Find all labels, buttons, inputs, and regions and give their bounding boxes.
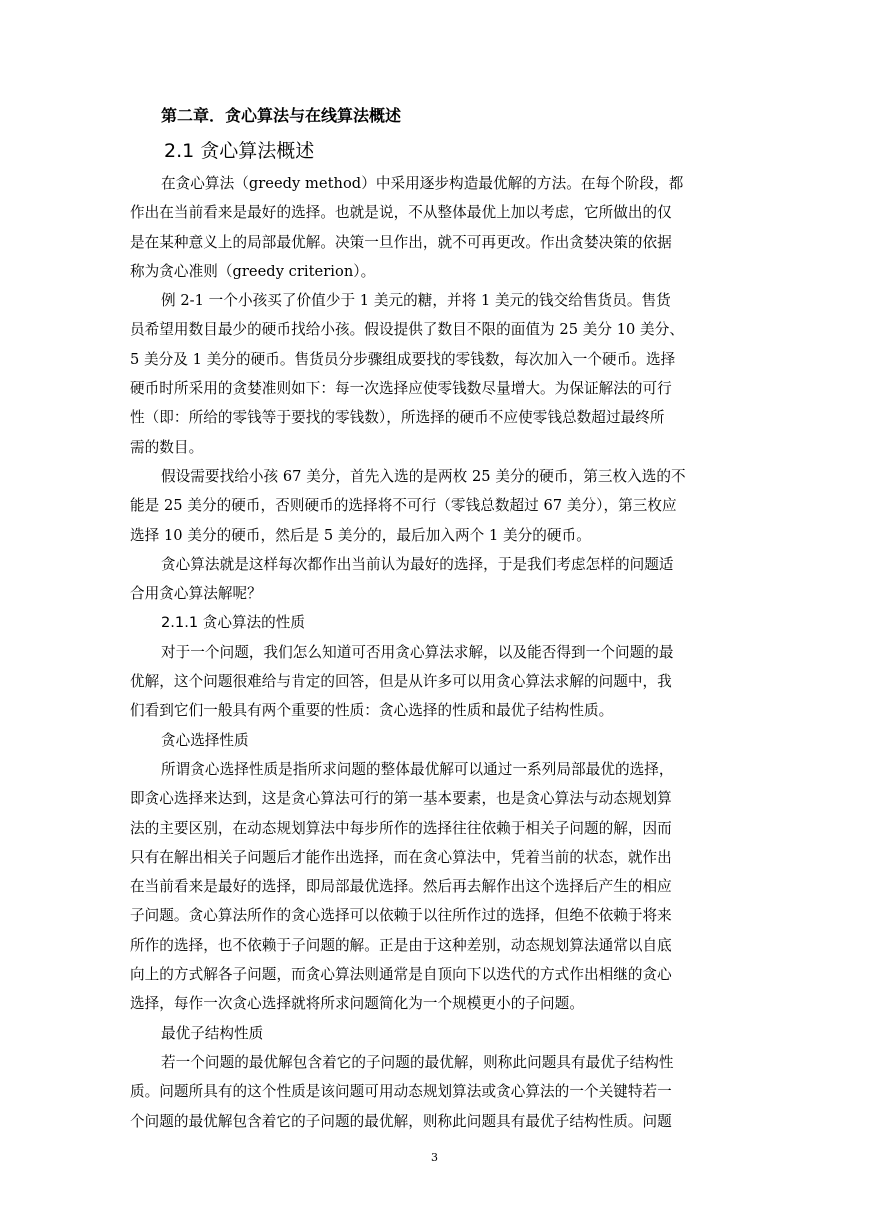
paragraph-67-cents [130, 462, 767, 550]
paragraph-line: 需的数目。 [130, 438, 204, 456]
paragraph-line: 作出在当前看来是最好的选择。也就是说，不从整体最优上加以考虑，它所做出的仅 [130, 204, 672, 222]
paragraph-line: 员希望用数目最少的硬币找给小孩。假设提供了数目不限的面值为 25 美分 10 美分、 [130, 321, 684, 339]
page-content [130, 100, 767, 1136]
paragraph-line: 选择 10 美分的硬币，然后是 5 美分的，最后加入两个 1 美分的硬币。 [130, 526, 591, 544]
paragraph-line: 在贪心算法（greedy method）中采用逐步构造最优解的方法。在每个阶段，都 [161, 175, 684, 192]
paragraph-line: 称为贪心准则（greedy criterion）。 [130, 262, 376, 280]
paragraph-line: 子问题。贪心算法所作的贪心选择可以依赖于以往所作过的选择，但绝不依赖于将来 [130, 907, 672, 925]
paragraph-line: 个问题的最优解包含着它的子问题的最优解，则称此问题具有最优子结构性质。问题 [130, 1112, 672, 1130]
paragraph-line: 所谓贪心选择性质是指所求问题的整体最优解可以通过一系列局部最优的选择， [161, 760, 674, 778]
chapter-title: 第二章．贪心算法与在线算法概述 [161, 106, 402, 125]
paragraph-greedy-intro [130, 169, 767, 286]
paragraph-line: 优解，这个问题很难给与肯定的回答，但是从许多可以用贪心算法求解的问题中，我 [130, 673, 672, 691]
paragraph-line: 5 美分及 1 美分的硬币。售货员分步骤组成要找的零钱数，每次加入一个硬币。选择 [130, 350, 676, 368]
paragraph-line: 例 2-1 一个小孩买了价值少于 1 美元的糖，并将 1 美元的钱交给售货员。售货 [161, 292, 671, 310]
paragraph-line: 只有在解出相关子问题后才能作出选择，而在贪心算法中，凭着当前的状态，就作出 [130, 848, 672, 866]
paragraph-line: 即贪心选择来达到，这是贪心算法可行的第一基本要素，也是贪心算法与动态规划算 [130, 790, 672, 808]
heading-greedy-choice: 贪心选择性质 [161, 731, 249, 749]
paragraph-line: 法的主要区别，在动态规划算法中每步所作的选择往往依赖于相关子问题的解，因而 [130, 819, 672, 837]
paragraph-line: 合用贪心算法解呢？ [130, 585, 262, 603]
paragraph-line: 们看到它们一般具有两个重要的性质：贪心选择的性质和最优子结构性质。 [130, 702, 614, 720]
paragraph-line: 假设需要找给小孩 67 美分，首先入选的是两枚 25 美分的硬币，第三枚入选的不 [161, 467, 686, 485]
paragraph-greedy-question [130, 550, 767, 609]
paragraph-line: 贪心算法就是这样每次都作出当前认为最好的选择，于是我们考虑怎样的问题适 [161, 555, 674, 573]
paragraph-example-2-1 [130, 286, 767, 462]
paragraph-line: 对于一个问题，我们怎么知道可否用贪心算法求解，以及能否得到一个问题的最 [161, 643, 674, 661]
subsection-title: 2.1.1 贪心算法的性质 [161, 614, 305, 632]
heading-optimal-substructure: 最优子结构性质 [161, 1024, 264, 1042]
paragraph-line: 若一个问题的最优解包含着它的子问题的最优解，则称此问题具有最优子结构性 [161, 1053, 674, 1071]
paragraph-line: 是在某种意义上的局部最优解。决策一旦作出，就不可再更改。作出贪婪决策的依据 [130, 233, 672, 251]
paragraph-line: 在当前看来是最好的选择，即局部最优选择。然后再去解作出这个选择后产生的相应 [130, 878, 672, 896]
paragraph-properties [130, 638, 767, 726]
paragraph-line: 向上的方式解各子问题，而贪心算法则通常是自顶向下以迭代的方式作出相继的贪心 [130, 966, 672, 984]
paragraph-line: 所作的选择，也不依赖于子问题的解。正是由于这种差别，动态规划算法通常以自底 [130, 936, 672, 954]
section-title: 2.1 贪心算法概述 [164, 140, 315, 162]
page-number: 3 [431, 1151, 438, 1164]
paragraph-line: 选择，每作一次贪心选择就将所求问题简化为一个规模更小的子问题。 [130, 995, 584, 1013]
paragraph-line: 性（即：所给的零钱等于要找的零钱数），所选择的硬币不应使零钱总数超过最终所 [130, 409, 665, 427]
paragraph-optimal-substructure [130, 1048, 767, 1136]
paragraph-greedy-choice [130, 755, 767, 1019]
paragraph-line: 硬币时所采用的贪婪准则如下：每一次选择应使零钱数尽量增大。为保证解法的可行 [130, 380, 672, 398]
paragraph-line: 能是 25 美分的硬币，否则硬币的选择将不可行（零钱总数超过 67 美分），第三枚应 [130, 497, 677, 515]
paragraph-line: 质。问题所具有的这个性质是该问题可用动态规划算法或贪心算法的一个关键特若一 [130, 1083, 672, 1101]
